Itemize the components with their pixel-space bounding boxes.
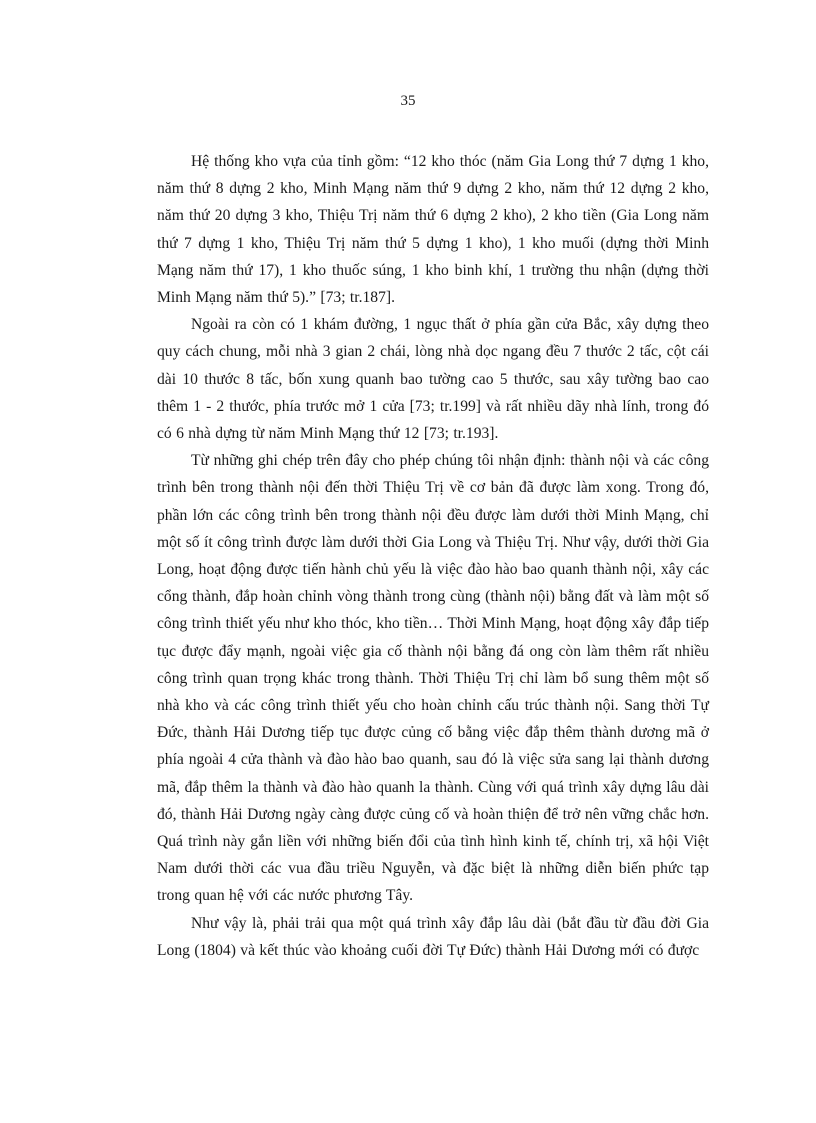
document-body bbox=[157, 148, 709, 964]
paragraph-conclusion: Như vậy là, phải trải qua một quá trình xây đắp lâu dài (bắt đầu từ đầu đời Gia Long (1804) và kết thúc vào khoảng cuối đời Tự Đức) thành Hải Dương mới có được bbox=[157, 914, 709, 959]
paragraph-assessment: Từ những ghi chép trên đây cho phép chúng tôi nhận định: thành nội và các công trình bên trong thành nội đến thời Thiệu Trị về cơ bản đã được làm xong. Trong đó, phần lớn các công trình bên trong thành nội đều được làm dưới thời Minh Mạng, chỉ một số ít công trình được làm dưới thời Gia Long và Thiệu Trị. Như vậy, dưới thời Gia Long, hoạt động được tiến hành chủ yếu là việc đào hào bao quanh thành nội, xây các cổng thành, đắp hoàn chỉnh vòng thành trong cùng (thành nội) bằng đất và làm một số công trình thiết yếu như kho thóc, kho tiền… Thời Minh Mạng, hoạt động xây đắp tiếp tục được đẩy mạnh, ngoài việc gia cố thành nội bằng đá ong còn làm thêm rất nhiều công trình quan trọng khác trong thành. Thời Thiệu Trị chỉ làm bổ sung thêm một số nhà kho và các công trình thiết yếu cho hoàn chỉnh cấu trúc thành nội. Sang thời Tự Đức, thành Hải Dương tiếp tục được củng cố bằng việc đắp thêm thành dương mã ở phía ngoài 4 cửa thành và đào hào bao quanh, sau đó là việc sửa sang lại thành dương mã, đắp thêm la thành và đào hào quanh la thành. Cùng với quá trình xây dựng lâu dài đó, thành Hải Dương ngày càng được củng cố và hoàn thiện để trở nên vững chắc hơn. Quá trình này gắn liền với những biến đổi của tình hình kinh tế, chính trị, xã hội Việt Nam dưới thời các vua đầu triều Nguyễn, và đặc biệt là những diễn biến phức tạp trong quan hệ với các nước phương Tây. bbox=[157, 452, 709, 905]
paragraph-storehouses: Hệ thống kho vựa của tỉnh gồm: “12 kho thóc (năm Gia Long thứ 7 dựng 1 kho, năm thứ 8 dựng 2 kho, Minh Mạng năm thứ 9 dựng 2 kho, năm thứ 12 dựng 2 kho, năm thứ 20 dựng 3 kho, Thiệu Trị năm thứ 6 dựng 2 kho), 2 kho tiền (Gia Long năm thứ 7 dựng 1 kho, Thiệu Trị năm thứ 5 dựng 1 kho), 1 kho muối (dựng thời Minh Mạng năm thứ 17), 1 kho thuốc súng, 1 kho binh khí, 1 trường thu nhận (dựng thời Minh Mạng năm thứ 5).” [73; tr.187]. bbox=[157, 153, 709, 307]
paragraph-prison-barracks: Ngoài ra còn có 1 khám đường, 1 ngục thất ở phía gần cửa Bắc, xây dựng theo quy cách chung, mỗi nhà 3 gian 2 chái, lòng nhà dọc ngang đều 7 thước 2 tấc, cột cái dài 10 thước 8 tấc, bốn xung quanh bao tường cao 5 thước, sau xây tường bao cao thêm 1 - 2 thước, phía trước mở 1 cửa [73; tr.199] và rất nhiều dãy nhà lính, trong đó có 6 nhà dựng từ năm Minh Mạng thứ 12 [73; tr.193]. bbox=[157, 316, 709, 443]
page-number: 35 bbox=[400, 93, 416, 109]
